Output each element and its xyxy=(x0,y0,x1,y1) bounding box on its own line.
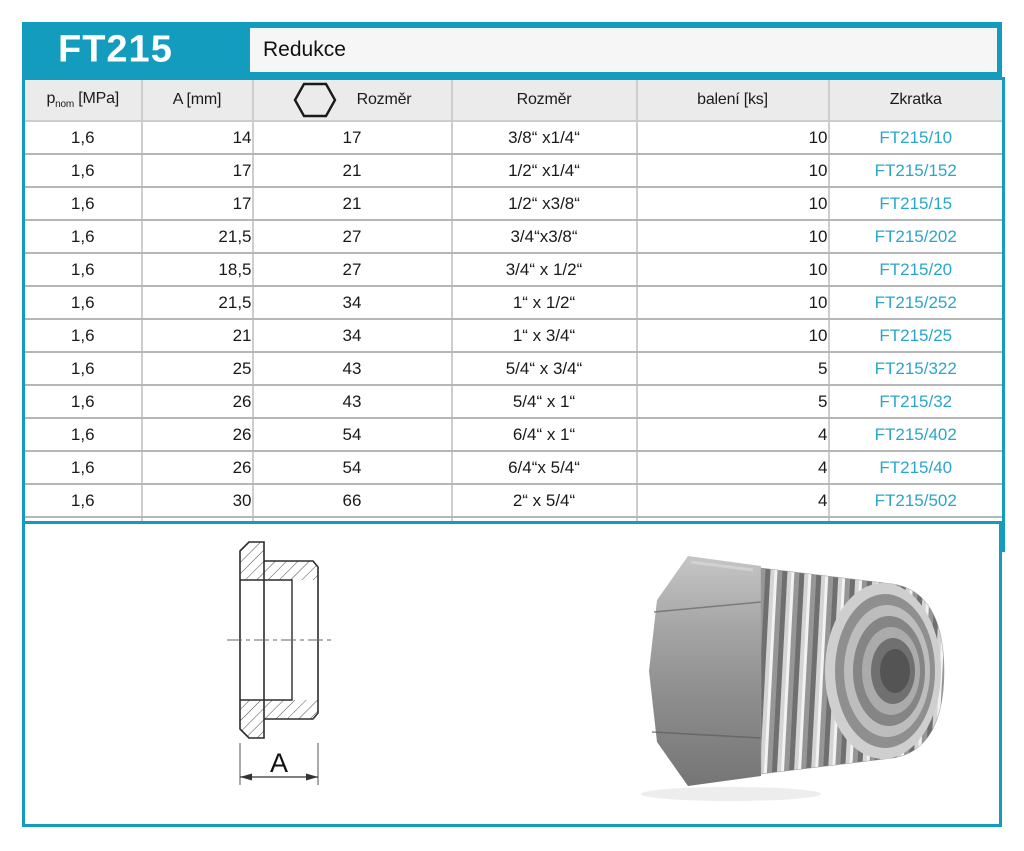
product-link[interactable]: FT215/152 xyxy=(874,160,957,180)
cell-pnom: 1,6 xyxy=(24,352,142,385)
column-header-zkratka: Zkratka xyxy=(829,79,1004,122)
cell-zkratka xyxy=(829,220,1004,253)
table-row xyxy=(24,220,1004,253)
cell-rozmer: 6/4“ x 1“ xyxy=(452,418,637,451)
cell-zkratka xyxy=(829,418,1004,451)
cell-a: 26 xyxy=(142,451,253,484)
cell-rozmer: 1“ x 3/4“ xyxy=(452,319,637,352)
column-header-pnom xyxy=(24,79,142,122)
cell-rozmer: 6/4“x 5/4“ xyxy=(452,451,637,484)
product-link[interactable]: FT215/10 xyxy=(879,127,953,147)
cell-a: 25 xyxy=(142,352,253,385)
cell-rozmer: 3/4“x3/8“ xyxy=(452,220,637,253)
illustration-panel xyxy=(22,521,1002,827)
cell-a: 26 xyxy=(142,385,253,418)
product-header xyxy=(22,22,1002,77)
cell-baleni: 4 xyxy=(637,418,829,451)
cell-a: 26 xyxy=(142,418,253,451)
technical-drawing xyxy=(225,532,385,794)
cell-rozmer: 1/2“ x1/4“ xyxy=(452,154,637,187)
cell-baleni: 10 xyxy=(637,187,829,220)
arrow-left-icon xyxy=(240,774,252,781)
cell-pnom: 1,6 xyxy=(24,187,142,220)
column-header-a: A [mm] xyxy=(142,79,253,122)
cell-baleni: 10 xyxy=(637,253,829,286)
hex-head xyxy=(649,556,761,786)
cell-a: 30 xyxy=(142,484,253,517)
cell-zkratka xyxy=(829,154,1004,187)
cell-a: 17 xyxy=(142,154,253,187)
product-code: FT215 xyxy=(58,28,173,70)
cell-baleni: 10 xyxy=(637,286,829,319)
cell-hex: 34 xyxy=(253,286,452,319)
cell-pnom: 1,6 xyxy=(24,319,142,352)
cell-baleni: 10 xyxy=(637,121,829,154)
table-row xyxy=(24,286,1004,319)
cell-zkratka xyxy=(829,319,1004,352)
product-link[interactable]: FT215/502 xyxy=(874,490,957,510)
cell-hex: 54 xyxy=(253,451,452,484)
cell-a: 14 xyxy=(142,121,253,154)
cell-pnom: 1,6 xyxy=(24,154,142,187)
table-row xyxy=(24,418,1004,451)
cell-rozmer: 5/4“ x 3/4“ xyxy=(452,352,637,385)
cell-a: 21 xyxy=(142,319,253,352)
product-link[interactable]: FT215/322 xyxy=(874,358,957,378)
cell-baleni: 10 xyxy=(637,154,829,187)
cell-zkratka xyxy=(829,286,1004,319)
product-photo xyxy=(631,538,971,806)
cell-pnom: 1,6 xyxy=(24,253,142,286)
table-row xyxy=(24,187,1004,220)
cell-a: 17 xyxy=(142,187,253,220)
cell-a: 21,5 xyxy=(142,286,253,319)
cell-zkratka xyxy=(829,253,1004,286)
spec-table xyxy=(22,77,1005,552)
bore-ring xyxy=(880,649,910,693)
shadow xyxy=(641,787,821,801)
table-row xyxy=(24,352,1004,385)
cell-rozmer: 3/4“ x 1/2“ xyxy=(452,253,637,286)
cell-baleni: 4 xyxy=(637,451,829,484)
column-header-rozmer: Rozměr xyxy=(452,79,637,122)
product-link[interactable]: FT215/402 xyxy=(874,424,957,444)
arrow-right-icon xyxy=(306,774,318,781)
product-name-box xyxy=(250,28,997,72)
cell-pnom: 1,6 xyxy=(24,286,142,319)
header-row xyxy=(24,79,1004,122)
cell-zkratka xyxy=(829,121,1004,154)
table-row xyxy=(24,253,1004,286)
table-row xyxy=(24,484,1004,517)
cell-rozmer: 1“ x 1/2“ xyxy=(452,286,637,319)
cell-rozmer: 3/8“ x1/4“ xyxy=(452,121,637,154)
cell-pnom: 1,6 xyxy=(24,220,142,253)
cell-baleni: 5 xyxy=(637,385,829,418)
cell-pnom: 1,6 xyxy=(24,418,142,451)
cell-hex: 43 xyxy=(253,352,452,385)
dimension-label: A xyxy=(269,748,289,778)
hexagon-icon xyxy=(293,82,337,118)
cell-a: 21,5 xyxy=(142,220,253,253)
cell-hex: 27 xyxy=(253,220,452,253)
pnom-unit: [MPa] xyxy=(78,89,120,107)
cell-baleni: 5 xyxy=(637,352,829,385)
column-header-hex-rozmer xyxy=(253,79,452,122)
cell-rozmer: 1/2“ x3/8“ xyxy=(452,187,637,220)
cell-hex: 21 xyxy=(253,187,452,220)
cell-zkratka xyxy=(829,385,1004,418)
product-link[interactable]: FT215/20 xyxy=(879,259,953,279)
cell-baleni: 4 xyxy=(637,484,829,517)
cell-hex: 54 xyxy=(253,418,452,451)
cell-hex: 43 xyxy=(253,385,452,418)
cell-hex: 27 xyxy=(253,253,452,286)
cell-baleni: 10 xyxy=(637,220,829,253)
hex-rozmer-label: Rozměr xyxy=(356,91,412,108)
cell-zkratka xyxy=(829,352,1004,385)
table-row xyxy=(24,385,1004,418)
cell-pnom: 1,6 xyxy=(24,451,142,484)
table-row xyxy=(24,451,1004,484)
table-row xyxy=(24,154,1004,187)
product-link[interactable]: FT215/25 xyxy=(879,325,953,345)
cell-rozmer: 5/4“ x 1“ xyxy=(452,385,637,418)
product-link[interactable]: FT215/32 xyxy=(879,391,953,411)
cell-pnom: 1,6 xyxy=(24,121,142,154)
cell-rozmer: 2“ x 5/4“ xyxy=(452,484,637,517)
product-link[interactable]: FT215/202 xyxy=(874,226,957,246)
cell-zkratka xyxy=(829,484,1004,517)
table-row xyxy=(24,121,1004,154)
cell-pnom: 1,6 xyxy=(24,484,142,517)
cell-zkratka xyxy=(829,451,1004,484)
cell-a: 18,5 xyxy=(142,253,253,286)
product-name: Redukce xyxy=(263,38,346,61)
pnom-base: p xyxy=(46,89,56,107)
product-link[interactable]: FT215/40 xyxy=(879,457,953,477)
cell-hex: 66 xyxy=(253,484,452,517)
table-row xyxy=(24,319,1004,352)
product-link[interactable]: FT215/15 xyxy=(879,193,953,213)
cell-zkratka xyxy=(829,187,1004,220)
cell-hex: 34 xyxy=(253,319,452,352)
cell-pnom: 1,6 xyxy=(24,385,142,418)
product-link[interactable]: FT215/252 xyxy=(874,292,957,312)
pnom-sub: nom xyxy=(55,99,74,111)
cell-baleni: 10 xyxy=(637,319,829,352)
cell-hex: 17 xyxy=(253,121,452,154)
column-header-baleni: balení [ks] xyxy=(637,79,829,122)
cell-hex: 21 xyxy=(253,154,452,187)
